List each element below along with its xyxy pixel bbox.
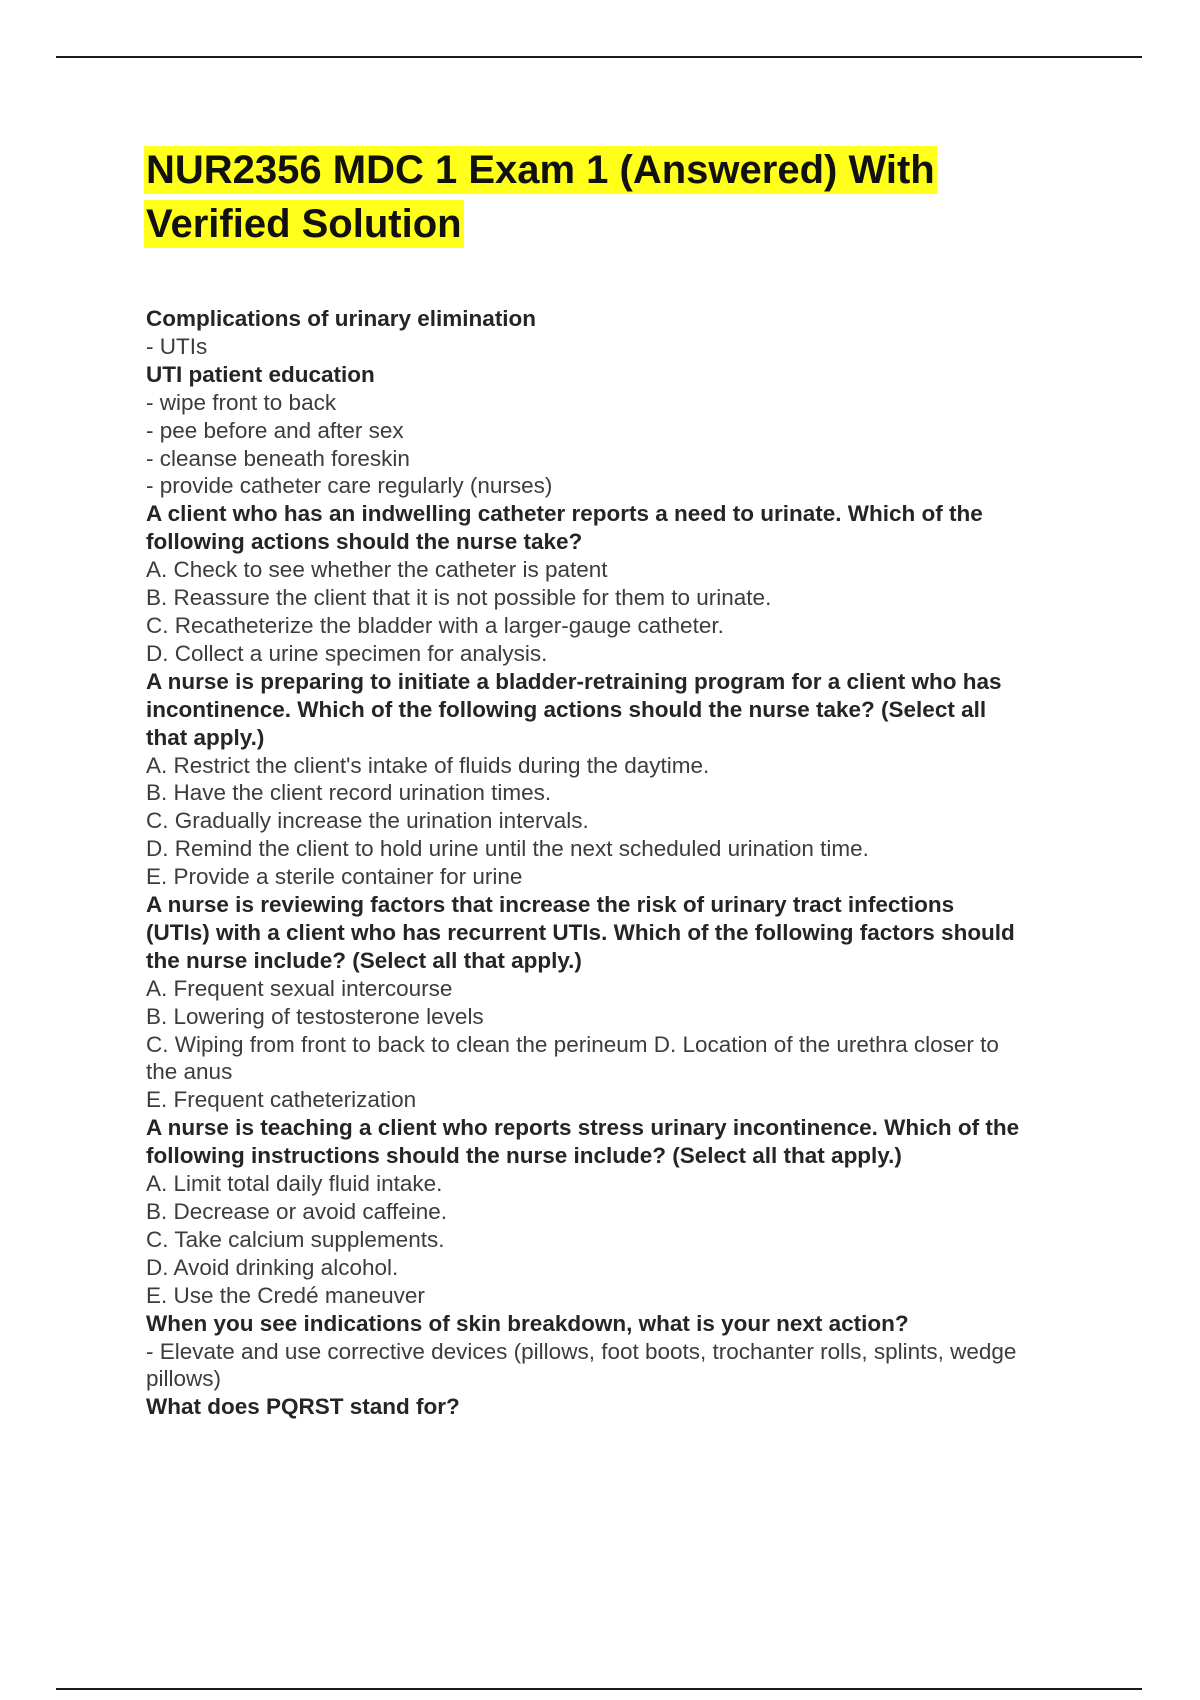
title-highlight-line2: Verified Solution (146, 202, 462, 246)
document-body (146, 305, 1106, 1421)
answer-text-line: B. Reassure the client that it is not possible for them to urinate. (146, 585, 772, 611)
answer-text-line: A. Limit total daily fluid intake. (146, 1171, 443, 1197)
answer-text-line: C. Take calcium supplements. (146, 1226, 445, 1252)
question-text-line: A client who has an indwelling catheter reports a need to urinate. Which of the (146, 501, 983, 527)
bottom-rule (56, 1688, 1142, 1690)
answer-text-line: D. Collect a urine specimen for analysis. (146, 640, 548, 666)
answer-text-line: B. Lowering of testosterone levels (146, 1003, 484, 1029)
answer-text-line: B. Decrease or avoid caffeine. (146, 1199, 448, 1224)
question-text-line: Complications of urinary elimination (146, 306, 537, 331)
top-rule (56, 56, 1142, 58)
answer-text-line: - UTIs (146, 333, 208, 359)
question-text-line: A nurse is teaching a client who reports stress urinary incontinence. Which of the (146, 1115, 1020, 1141)
question-text-line: What does PQRST stand for? (146, 1394, 460, 1420)
answer-text-line: - provide catheter care regularly (nurses) (146, 473, 553, 499)
document-title (144, 143, 1044, 251)
answer-text-line: A. Check to see whether the catheter is patent (146, 557, 608, 583)
title-answered: (Answered) With (608, 148, 935, 192)
answer-text-line: C. Wiping from front to back to clean the perineum D. Location of the urethra closer to (146, 1031, 999, 1057)
question-text-line: following actions should the nurse take? (146, 529, 583, 555)
question-text-line: A nurse is reviewing factors that increase the risk of urinary tract infections (146, 892, 955, 918)
answer-text-line: - cleanse beneath foreskin (146, 445, 410, 471)
answer-text-line: D. Remind the client to hold urine until the next scheduled urination time. (146, 836, 869, 862)
question-text-line: When you see indications of skin breakdown, what is your next action? (146, 1310, 909, 1336)
answer-text-line: E. Provide a sterile container for urine (146, 864, 523, 890)
question-text-line: incontinence. Which of the following actions should the nurse take? (Select all (146, 696, 987, 722)
answer-text-line: C. Recatheterize the bladder with a larger-gauge catheter. (146, 612, 724, 638)
answer-text-line: A. Frequent sexual intercourse (146, 975, 453, 1001)
question-text-line: A nurse is preparing to initiate a bladder-retraining program for a client who has (146, 668, 1002, 694)
question-text-line: the nurse include? (Select all that apply.) (146, 947, 582, 973)
answer-text-line: pillows) (146, 1366, 222, 1392)
question-text-line: that apply.) (146, 724, 265, 750)
title-course-code: NUR2356 MDC 1 Exam 1 (146, 148, 609, 192)
answer-text-line: - wipe front to back (146, 389, 337, 415)
answer-text-line: E. Use the Credé maneuver (146, 1282, 425, 1308)
answer-text-line: A. Restrict the client's intake of fluids during the daytime. (146, 752, 710, 778)
answer-text-line: - Elevate and use corrective devices (pillows, foot boots, trochanter rolls, splints, wedge (146, 1338, 1017, 1364)
answer-text-line: the anus (146, 1059, 233, 1085)
answer-text-line: D. Avoid drinking alcohol. (146, 1254, 399, 1280)
question-text-line: UTI patient education (146, 361, 375, 387)
answer-text-line: E. Frequent catheterization (146, 1087, 417, 1113)
answer-text-line: C. Gradually increase the urination intervals. (146, 808, 589, 834)
question-text-line: (UTIs) with a client who has recurrent UTIs. Which of the following factors should (146, 919, 1015, 945)
answer-text-line: B. Have the client record urination times. (146, 780, 552, 806)
title-highlight-line1 (144, 146, 937, 194)
question-text-line: following instructions should the nurse include? (Select all that apply.) (146, 1143, 902, 1169)
answer-text-line: - pee before and after sex (146, 417, 404, 443)
